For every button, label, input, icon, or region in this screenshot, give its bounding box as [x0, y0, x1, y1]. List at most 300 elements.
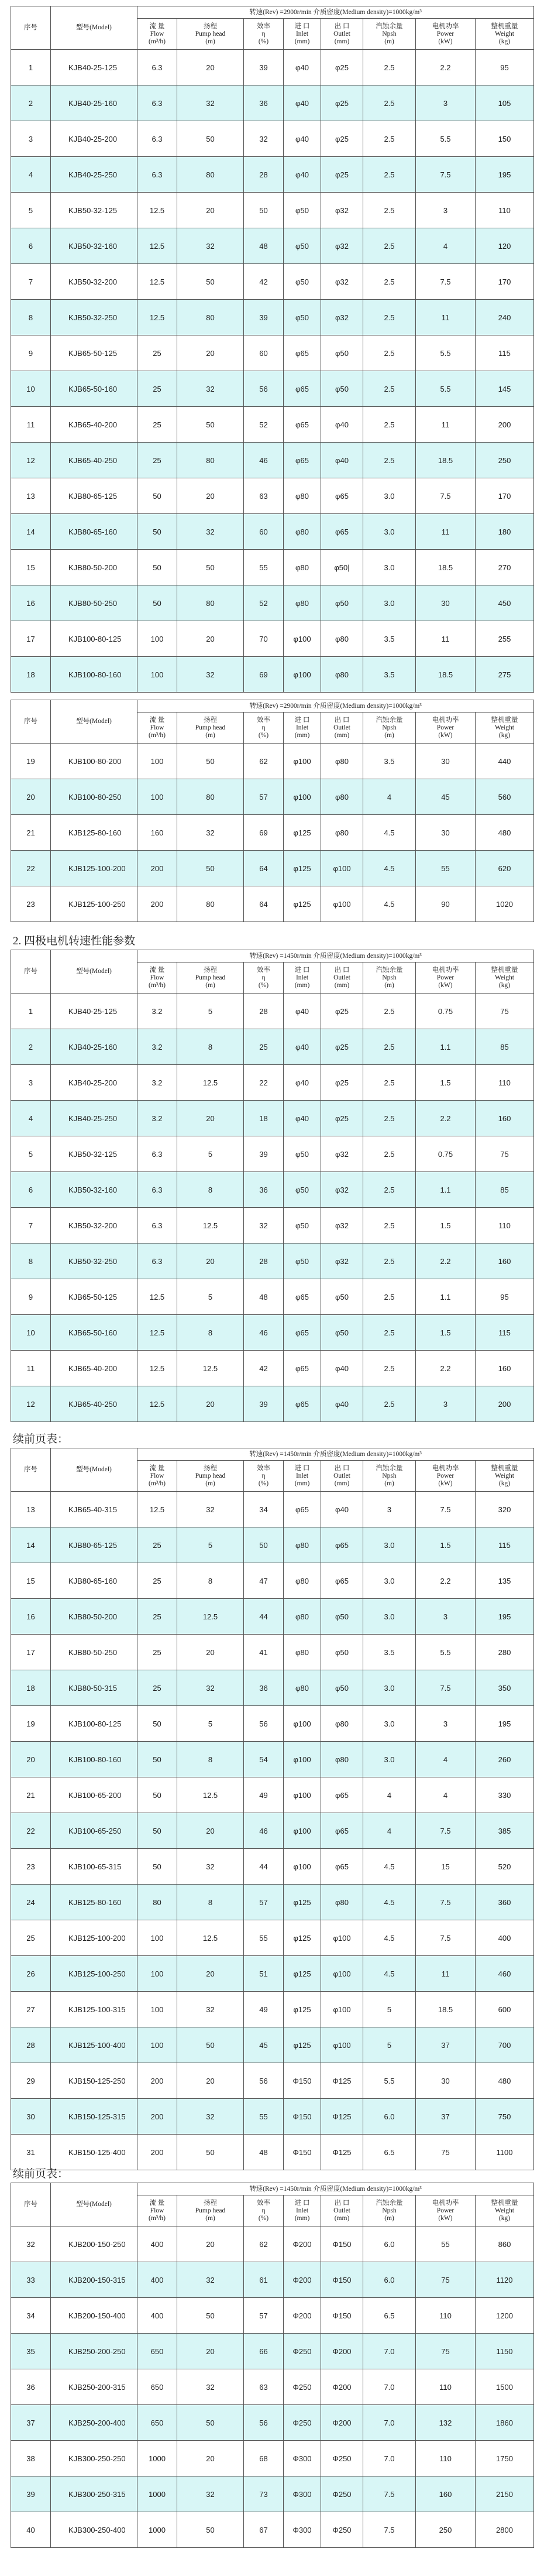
- cell-npsh: 2.5: [363, 443, 416, 478]
- cell-outlet: φ80: [321, 815, 363, 851]
- cell-flow: 50: [137, 1813, 177, 1849]
- cell-head: 32: [177, 2369, 244, 2405]
- header-eff: [244, 1461, 284, 1492]
- header-flow-line: 流 量: [149, 22, 165, 30]
- cell-weight: 1200: [476, 2298, 534, 2334]
- cell-outlet: φ80: [321, 744, 363, 779]
- cell-npsh: 2.5: [363, 1279, 416, 1315]
- cell-index: 22: [11, 1813, 51, 1849]
- cell-npsh: 3.5: [363, 1635, 416, 1670]
- header-flow-line: 流 量: [149, 1464, 165, 1472]
- cell-head: 12.5: [177, 1065, 244, 1101]
- header-npsh-line: Npsh: [382, 724, 397, 731]
- cell-flow: 25: [137, 1527, 177, 1563]
- header-npsh-line: Npsh: [382, 974, 397, 981]
- header-eff: [244, 712, 284, 744]
- header-flow: [137, 712, 177, 744]
- cell-inlet: φ65: [284, 335, 321, 371]
- cell-npsh: 4.5: [363, 1956, 416, 1992]
- cell-npsh: 3.0: [363, 514, 416, 550]
- table-row: [11, 851, 534, 886]
- cell-index: 37: [11, 2405, 51, 2441]
- cell-npsh: 7.0: [363, 2369, 416, 2405]
- header-inlet-line: (mm): [294, 37, 310, 45]
- cell-npsh: 4.5: [363, 815, 416, 851]
- cell-model: KJB300-250-400: [51, 2512, 137, 2548]
- table-row: [11, 2226, 534, 2262]
- header-inlet: [284, 712, 321, 744]
- cell-outlet: Φ200: [321, 2405, 363, 2441]
- cell-outlet: Φ125: [321, 2135, 363, 2170]
- header-weight: [476, 712, 534, 744]
- cell-index: 9: [11, 1279, 51, 1315]
- cell-model: KJB100-65-250: [51, 1813, 137, 1849]
- cell-index: 13: [11, 1492, 51, 1527]
- header-eff: [244, 19, 284, 50]
- header-power: [416, 2195, 476, 2226]
- cell-head: 20: [177, 478, 244, 514]
- cell-index: 12: [11, 443, 51, 478]
- table-row: [11, 1208, 534, 1244]
- cell-index: 22: [11, 851, 51, 886]
- cell-weight: 275: [476, 657, 534, 693]
- cell-power: 1.5: [416, 1315, 476, 1351]
- header-eff-line: η: [261, 30, 266, 37]
- cell-head: 80: [177, 886, 244, 922]
- cell-model: KJB65-40-200: [51, 1351, 137, 1386]
- cell-inlet: φ80: [284, 1670, 321, 1706]
- table-1450-part3: [11, 2183, 533, 2548]
- table-row: [11, 121, 534, 157]
- cell-index: 7: [11, 264, 51, 300]
- header-weight: [476, 2195, 534, 2226]
- cell-flow: 25: [137, 443, 177, 478]
- cell-efficiency: 36: [244, 85, 284, 121]
- table-row: [11, 994, 534, 1029]
- cell-weight: 360: [476, 1885, 534, 1920]
- header-weight-line: (kg): [498, 37, 511, 45]
- header-outlet-line: Outlet: [333, 30, 350, 37]
- cell-model: KJB50-32-200: [51, 264, 137, 300]
- cell-inlet: Φ300: [284, 2441, 321, 2476]
- table-row: [11, 1527, 534, 1563]
- cell-weight: 115: [476, 1315, 534, 1351]
- cell-npsh: 2.5: [363, 121, 416, 157]
- table-row: [11, 1670, 534, 1706]
- cell-index: 27: [11, 1992, 51, 2027]
- cell-efficiency: 69: [244, 815, 284, 851]
- cell-flow: 200: [137, 2135, 177, 2170]
- table-row: [11, 1635, 534, 1670]
- cell-efficiency: 36: [244, 1670, 284, 1706]
- header-outlet-line: (mm): [334, 1479, 350, 1487]
- header-npsh: [363, 962, 416, 994]
- cell-weight: 450: [476, 585, 534, 621]
- cell-power: 5.5: [416, 121, 476, 157]
- cell-power: 2.2: [416, 1244, 476, 1279]
- cell-model: KJB100-80-200: [51, 744, 137, 779]
- header-flow-line: Flow: [150, 974, 164, 981]
- cell-power: 75: [416, 2135, 476, 2170]
- header-inlet: [284, 962, 321, 994]
- cell-outlet: φ25: [321, 50, 363, 85]
- cell-inlet: φ40: [284, 1029, 321, 1065]
- cell-inlet: φ65: [284, 407, 321, 443]
- cell-efficiency: 48: [244, 1279, 284, 1315]
- cell-outlet: φ40: [321, 1351, 363, 1386]
- cell-outlet: φ25: [321, 157, 363, 193]
- cell-head: 20: [177, 1386, 244, 1422]
- header-inlet-line: Inlet: [295, 30, 309, 37]
- table-row: [11, 478, 534, 514]
- cell-npsh: 2.5: [363, 264, 416, 300]
- header-flow-line: (m³/h): [149, 981, 166, 989]
- header-npsh: [363, 19, 416, 50]
- cell-flow: 650: [137, 2369, 177, 2405]
- cell-head: 20: [177, 1956, 244, 1992]
- header-npsh: [363, 1461, 416, 1492]
- cell-efficiency: 49: [244, 1992, 284, 2027]
- cell-outlet: φ100: [321, 2027, 363, 2063]
- header-weight-line: 整机重量: [491, 1464, 518, 1472]
- cell-power: 7.5: [416, 1920, 476, 1956]
- cell-inlet: φ80: [284, 1563, 321, 1599]
- cell-outlet: φ40: [321, 443, 363, 478]
- cell-outlet: φ32: [321, 1208, 363, 1244]
- cell-inlet: φ100: [284, 1813, 321, 1849]
- cell-flow: 50: [137, 1777, 177, 1813]
- cell-inlet: φ100: [284, 1742, 321, 1777]
- cell-index: 38: [11, 2441, 51, 2476]
- header-weight-line: (kg): [498, 1479, 511, 1487]
- cell-index: 15: [11, 550, 51, 585]
- cell-npsh: 4.5: [363, 1885, 416, 1920]
- table-row: [11, 1992, 534, 2027]
- cell-npsh: 7.5: [363, 2476, 416, 2512]
- cell-weight: 195: [476, 157, 534, 193]
- cell-inlet: φ50: [284, 300, 321, 335]
- table-row: [11, 1315, 534, 1351]
- cell-head: 50: [177, 2135, 244, 2170]
- cell-weight: 120: [476, 228, 534, 264]
- cell-head: 20: [177, 2441, 244, 2476]
- cell-inlet: φ100: [284, 1849, 321, 1885]
- cell-inlet: φ80: [284, 514, 321, 550]
- cell-model: KJB80-65-125: [51, 1527, 137, 1563]
- cell-inlet: φ50: [284, 264, 321, 300]
- cell-npsh: 7.0: [363, 2441, 416, 2476]
- cell-flow: 6.3: [137, 1244, 177, 1279]
- header-model: 型号(Model): [51, 1448, 137, 1492]
- cell-npsh: 2.5: [363, 371, 416, 407]
- cell-npsh: 3.5: [363, 621, 416, 657]
- cell-weight: 2150: [476, 2476, 534, 2512]
- cell-npsh: 2.5: [363, 335, 416, 371]
- cell-npsh: 2.5: [363, 1315, 416, 1351]
- header-inlet-line: Inlet: [295, 1472, 309, 1479]
- cell-inlet: φ40: [284, 85, 321, 121]
- cell-head: 20: [177, 1244, 244, 1279]
- cell-npsh: 3.0: [363, 478, 416, 514]
- cell-npsh: 2.5: [363, 50, 416, 85]
- header-eff-line: (%): [258, 37, 269, 45]
- cell-model: KJB65-40-200: [51, 407, 137, 443]
- cell-inlet: φ100: [284, 657, 321, 693]
- cell-power: 4: [416, 228, 476, 264]
- cell-model: KJB65-50-160: [51, 371, 137, 407]
- cell-npsh: 6.0: [363, 2099, 416, 2135]
- cell-weight: 240: [476, 300, 534, 335]
- cell-power: 55: [416, 851, 476, 886]
- cell-flow: 200: [137, 2063, 177, 2099]
- table-row: [11, 886, 534, 922]
- cell-flow: 12.5: [137, 264, 177, 300]
- cell-model: KJB125-100-200: [51, 1920, 137, 1956]
- header-npsh-line: (m): [384, 731, 394, 739]
- cell-flow: 1000: [137, 2441, 177, 2476]
- cell-head: 8: [177, 1315, 244, 1351]
- cell-model: KJB125-100-315: [51, 1992, 137, 2027]
- cell-inlet: φ80: [284, 585, 321, 621]
- header-eff-line: η: [261, 724, 266, 731]
- cell-inlet: φ125: [284, 1885, 321, 1920]
- cell-head: 5: [177, 1136, 244, 1172]
- cell-inlet: φ80: [284, 478, 321, 514]
- header-flow-line: (m³/h): [149, 37, 166, 45]
- cell-efficiency: 69: [244, 657, 284, 693]
- cell-efficiency: 42: [244, 264, 284, 300]
- cell-outlet: φ100: [321, 886, 363, 922]
- header-power-line: 电机功率: [432, 716, 459, 724]
- cell-efficiency: 36: [244, 1172, 284, 1208]
- cell-efficiency: 39: [244, 300, 284, 335]
- cell-index: 21: [11, 815, 51, 851]
- cell-power: 30: [416, 2063, 476, 2099]
- cell-inlet: φ125: [284, 886, 321, 922]
- cell-weight: 115: [476, 335, 534, 371]
- cell-model: KJB300-250-315: [51, 2476, 137, 2512]
- cell-flow: 25: [137, 1563, 177, 1599]
- cell-flow: 25: [137, 1599, 177, 1635]
- cell-outlet: φ40: [321, 1492, 363, 1527]
- cell-efficiency: 57: [244, 1885, 284, 1920]
- header-weight-line: 整机重量: [491, 22, 518, 30]
- cell-weight: 110: [476, 193, 534, 228]
- header-eff-line: (%): [258, 2214, 269, 2222]
- table-row: [11, 514, 534, 550]
- cell-flow: 200: [137, 886, 177, 922]
- cell-efficiency: 62: [244, 2226, 284, 2262]
- cell-npsh: 3.0: [363, 1670, 416, 1706]
- cell-weight: 95: [476, 1279, 534, 1315]
- table-row: [11, 1029, 534, 1065]
- cell-head: 20: [177, 1635, 244, 1670]
- cell-outlet: φ65: [321, 1527, 363, 1563]
- cell-power: 1.1: [416, 1172, 476, 1208]
- cell-efficiency: 22: [244, 1065, 284, 1101]
- header-index: 序号: [11, 1448, 51, 1492]
- cell-model: KJB65-50-160: [51, 1315, 137, 1351]
- cell-flow: 3.2: [137, 1101, 177, 1136]
- cell-flow: 650: [137, 2405, 177, 2441]
- header-inlet-line: Inlet: [295, 724, 309, 731]
- cell-head: 50: [177, 2512, 244, 2548]
- cell-flow: 400: [137, 2262, 177, 2298]
- header-flow-line: 流 量: [149, 2199, 165, 2207]
- cell-flow: 50: [137, 1706, 177, 1742]
- cell-outlet: φ25: [321, 1029, 363, 1065]
- cell-power: 132: [416, 2405, 476, 2441]
- header-inlet: [284, 1461, 321, 1492]
- cell-index: 34: [11, 2298, 51, 2334]
- cell-flow: 6.3: [137, 1136, 177, 1172]
- cell-model: KJB250-200-315: [51, 2369, 137, 2405]
- cell-index: 2: [11, 85, 51, 121]
- header-outlet-line: 出 口: [334, 966, 350, 974]
- header-flow-line: Flow: [150, 30, 164, 37]
- cell-model: KJB80-65-160: [51, 514, 137, 550]
- cell-inlet: φ100: [284, 744, 321, 779]
- cell-index: 9: [11, 335, 51, 371]
- header-power-line: Power: [436, 974, 455, 981]
- cell-inlet: φ125: [284, 1992, 321, 2027]
- cell-power: 11: [416, 407, 476, 443]
- cell-npsh: 4: [363, 1813, 416, 1849]
- table-row: [11, 85, 534, 121]
- cell-index: 16: [11, 1599, 51, 1635]
- cell-flow: 100: [137, 744, 177, 779]
- cell-power: 7.5: [416, 264, 476, 300]
- header-power-line: 电机功率: [432, 2199, 459, 2207]
- cell-model: KJB40-25-125: [51, 994, 137, 1029]
- header-outlet: [321, 1461, 363, 1492]
- table-row: [11, 2369, 534, 2405]
- header-inlet-line: Inlet: [295, 2207, 309, 2214]
- cell-outlet: φ80: [321, 657, 363, 693]
- cell-flow: 12.5: [137, 300, 177, 335]
- cell-power: 30: [416, 815, 476, 851]
- cell-efficiency: 55: [244, 2099, 284, 2135]
- cell-model: KJB125-100-200: [51, 851, 137, 886]
- cell-power: 2.2: [416, 1351, 476, 1386]
- cell-efficiency: 73: [244, 2476, 284, 2512]
- cell-model: KJB50-32-250: [51, 300, 137, 335]
- cell-head: 20: [177, 50, 244, 85]
- cell-efficiency: 63: [244, 2369, 284, 2405]
- cell-outlet: φ50: [321, 1599, 363, 1635]
- cell-head: 50: [177, 121, 244, 157]
- cell-inlet: φ100: [284, 1777, 321, 1813]
- cell-weight: 95: [476, 50, 534, 85]
- table-row: [11, 1351, 534, 1386]
- cell-npsh: 6.5: [363, 2135, 416, 2170]
- cell-index: 11: [11, 407, 51, 443]
- cell-flow: 3.2: [137, 1065, 177, 1101]
- header-eff-line: 效率: [257, 716, 270, 724]
- cell-efficiency: 34: [244, 1492, 284, 1527]
- cell-weight: 620: [476, 851, 534, 886]
- cell-inlet: φ65: [284, 371, 321, 407]
- cell-model: KJB80-50-250: [51, 1635, 137, 1670]
- cell-power: 7.5: [416, 1885, 476, 1920]
- cell-npsh: 3.5: [363, 744, 416, 779]
- header-power-line: Power: [436, 1472, 455, 1479]
- header-eff-line: 效率: [257, 2199, 270, 2207]
- cell-power: 18.5: [416, 1992, 476, 2027]
- header-index: 序号: [11, 6, 51, 50]
- cell-efficiency: 56: [244, 2063, 284, 2099]
- cell-index: 13: [11, 478, 51, 514]
- cell-weight: 1100: [476, 2135, 534, 2170]
- table-row: [11, 744, 534, 779]
- continue-label-2: 续前页表：: [13, 2168, 69, 2180]
- cell-head: 8: [177, 1029, 244, 1065]
- header-outlet-line: 出 口: [334, 1464, 350, 1472]
- cell-flow: 650: [137, 2334, 177, 2369]
- header-inlet-line: (mm): [294, 1479, 310, 1487]
- cell-npsh: 7.0: [363, 2405, 416, 2441]
- table-1450-part1: [11, 950, 533, 1422]
- cell-outlet: φ32: [321, 264, 363, 300]
- cell-outlet: φ25: [321, 1065, 363, 1101]
- cell-weight: 115: [476, 1527, 534, 1563]
- cell-model: KJB40-25-200: [51, 121, 137, 157]
- header-head-line: Pump head: [195, 2207, 226, 2214]
- cell-weight: 480: [476, 2063, 534, 2099]
- cell-outlet: φ50: [321, 1315, 363, 1351]
- cell-outlet: φ65: [321, 1813, 363, 1849]
- cell-efficiency: 54: [244, 1742, 284, 1777]
- cell-power: 11: [416, 1956, 476, 1992]
- cell-inlet: Φ150: [284, 2099, 321, 2135]
- cell-head: 50: [177, 851, 244, 886]
- header-head-line: 扬程: [204, 22, 217, 30]
- cell-index: 10: [11, 1315, 51, 1351]
- cell-outlet: Φ250: [321, 2441, 363, 2476]
- cell-model: KJB300-250-250: [51, 2441, 137, 2476]
- cell-weight: 200: [476, 1386, 534, 1422]
- cell-npsh: 2.5: [363, 1208, 416, 1244]
- cell-weight: 270: [476, 550, 534, 585]
- cell-index: 8: [11, 1244, 51, 1279]
- cell-inlet: φ40: [284, 1065, 321, 1101]
- table-row: [11, 1065, 534, 1101]
- cell-weight: 2800: [476, 2512, 534, 2548]
- cell-head: 12.5: [177, 1777, 244, 1813]
- cell-model: KJB80-65-160: [51, 1563, 137, 1599]
- cell-power: 1.1: [416, 1279, 476, 1315]
- cell-head: 8: [177, 1172, 244, 1208]
- cell-head: 32: [177, 1670, 244, 1706]
- cell-index: 33: [11, 2262, 51, 2298]
- table-row: [11, 1172, 534, 1208]
- header-outlet-line: 出 口: [334, 2199, 350, 2207]
- cell-efficiency: 64: [244, 851, 284, 886]
- cell-npsh: 3.0: [363, 585, 416, 621]
- header-outlet-line: Outlet: [333, 2207, 350, 2214]
- cell-inlet: φ50: [284, 1208, 321, 1244]
- cell-power: 37: [416, 2027, 476, 2063]
- header-head: [177, 962, 244, 994]
- cell-weight: 160: [476, 1101, 534, 1136]
- cell-efficiency: 68: [244, 2441, 284, 2476]
- cell-head: 80: [177, 300, 244, 335]
- table-row: [11, 1599, 534, 1635]
- cell-weight: 180: [476, 514, 534, 550]
- header-inlet-line: (mm): [294, 2214, 310, 2222]
- cell-power: 2.2: [416, 1101, 476, 1136]
- cell-index: 15: [11, 1563, 51, 1599]
